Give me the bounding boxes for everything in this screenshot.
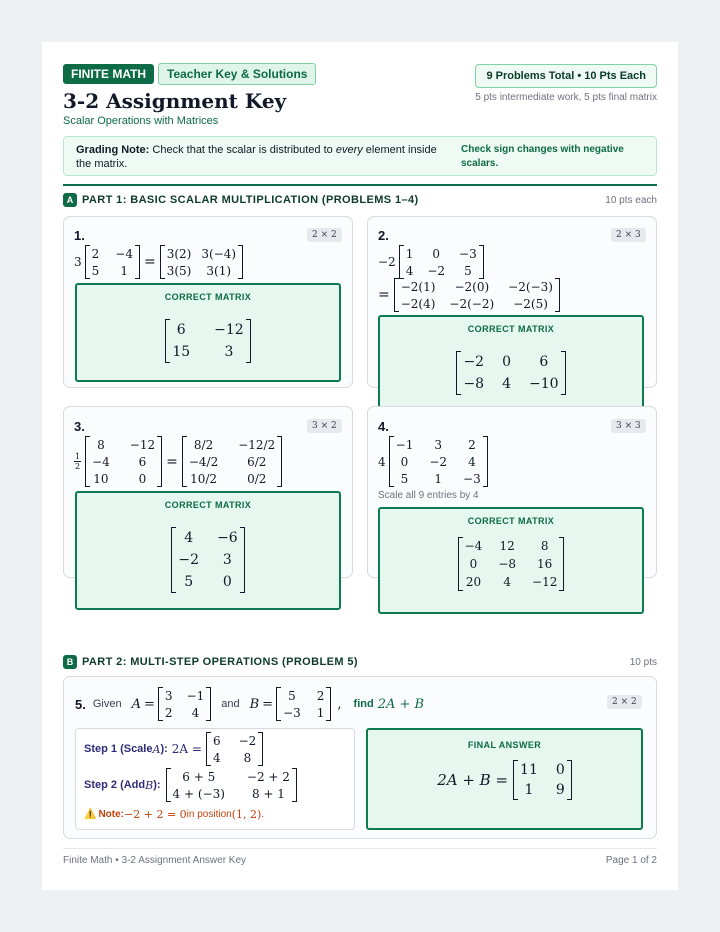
matrix-entry: 6/2 xyxy=(247,454,267,469)
find-expression: 2A + B xyxy=(377,696,425,712)
answer-key-page xyxy=(42,42,678,890)
scalar-fraction xyxy=(74,452,81,471)
problem-4-hint: Scale all 9 entries by 4 xyxy=(378,490,479,501)
footer-divider xyxy=(63,848,657,849)
step-2-close: ): xyxy=(153,779,161,791)
given-matrix xyxy=(399,245,484,279)
answer-matrix xyxy=(458,537,565,591)
page-subtitle: Scalar Operations with Matrices xyxy=(63,115,219,127)
matrix-entry: 2 xyxy=(316,688,325,703)
step-1-matrix xyxy=(206,732,263,766)
matrix-entry: 2 xyxy=(91,246,100,261)
comma: , xyxy=(337,696,342,712)
matrix-entry: 3 xyxy=(434,437,443,452)
correct-matrix-box xyxy=(75,283,341,382)
matrix-entry: 1 xyxy=(434,471,443,486)
footer-page-number: Page 1 of 2 xyxy=(605,855,657,866)
step-1-var: A xyxy=(152,742,161,756)
footer-left: Finite Math • 3-2 Assignment Answer Key xyxy=(63,855,247,866)
part2-points: 10 pts xyxy=(629,657,657,668)
matrix-entry: 9 xyxy=(555,782,565,798)
problem-number: 2. xyxy=(378,228,389,243)
matrix-entry: 3 xyxy=(164,688,173,703)
matrix-entry: 4 xyxy=(502,376,511,392)
matrix-a xyxy=(158,687,211,721)
part1-heading: PART 1: BASIC SCALAR MULTIPLICATION (PROBLEMS 1–4) xyxy=(82,194,419,206)
problem-2-work: = −2(1) −2(0) −2(−3) −2(4) −2(−2) −2(5) xyxy=(378,278,560,312)
points-note: 5 pts intermediate work, 5 pts final matrix xyxy=(475,92,657,103)
final-answer-box xyxy=(366,728,643,830)
matrix-size-badge: 2 × 2 xyxy=(607,695,642,709)
work-matrix xyxy=(182,436,282,487)
problem-number: 3. xyxy=(74,419,85,434)
matrix-entry: 5 xyxy=(400,471,409,486)
matrix-entry: 0 xyxy=(400,454,409,469)
grading-note-body-end: element inside the matrix. xyxy=(76,144,437,170)
matrix-entry: −2(−2) xyxy=(449,296,495,311)
matrix-entry: 1 xyxy=(524,782,534,798)
matrix-entry: −2 xyxy=(238,733,257,748)
final-lhs: 2A + B = xyxy=(437,771,509,789)
part2-heading: PART 2: MULTI-STEP OPERATIONS (PROBLEM 5) xyxy=(82,656,358,668)
matrix-entry: −2 xyxy=(463,354,485,370)
matrix-entry: 0 xyxy=(222,574,232,590)
matrix-entry: 1 xyxy=(120,263,128,278)
scalar: −2 xyxy=(378,255,396,269)
matrix-entry: 6 xyxy=(539,354,549,370)
problem-2-expression xyxy=(378,245,484,279)
step-1-label: Step 1 (Scale xyxy=(84,743,153,755)
note-end: . xyxy=(261,809,265,820)
matrix-entry: 3 xyxy=(224,344,234,360)
matrix-entry: 12 xyxy=(499,539,515,553)
problem-summary-badge: 9 Problems Total • 10 Pts Each xyxy=(475,64,657,88)
and-label: and xyxy=(221,698,240,710)
matrix-entry: 1 xyxy=(405,246,414,261)
subject-tag: FINITE MATH xyxy=(63,64,154,84)
step-2-label: Step 2 (Add xyxy=(84,779,146,791)
matrix-entry: 4 xyxy=(503,575,511,589)
note-position: (1, 2) xyxy=(231,808,262,821)
matrix-entry: −2(4) xyxy=(400,296,436,311)
fraction-denominator: 2 xyxy=(75,462,81,471)
correct-matrix-box xyxy=(75,491,341,610)
find-label: find xyxy=(353,698,374,710)
matrix-entry: 3(2) xyxy=(166,246,192,261)
matrix-entry: 15 xyxy=(172,344,191,360)
grading-side-note: Check sign changes with negative scalars. xyxy=(461,144,624,169)
matrix-entry: −1 xyxy=(186,688,205,703)
matrix-entry: 6 xyxy=(176,322,186,338)
matrix-entry: 3(−4) xyxy=(201,246,237,261)
page-title: 3-2 Assignment Key xyxy=(63,89,287,113)
matrix-entry: 3(5) xyxy=(166,263,192,278)
final-matrix xyxy=(513,760,572,800)
matrix-entry: 16 xyxy=(537,557,553,571)
note-line xyxy=(84,808,264,821)
given-matrix xyxy=(85,436,162,487)
right-bracket xyxy=(258,732,263,766)
matrix-entry: −12 xyxy=(129,437,156,452)
matrix-entry: 8 xyxy=(540,539,549,553)
matrix-entry: 4 + (−3) xyxy=(172,786,225,801)
section-divider xyxy=(63,184,657,186)
matrix-entry: 8 + 1 xyxy=(251,786,285,801)
matrix-size-badge: 3 × 3 xyxy=(611,419,646,433)
matrix-entry: 0 xyxy=(432,246,441,261)
matrix-entry: −2 xyxy=(178,552,199,568)
right-bracket xyxy=(326,687,331,721)
matrix-entry: 10/2 xyxy=(190,471,218,486)
right-bracket xyxy=(555,278,560,312)
matrix-entry: 2 xyxy=(164,705,173,720)
matrix-size-badge: 2 × 2 xyxy=(307,228,342,242)
problem-3-expression: $\frac{1}{2}$ 8 −12 −4 6 10 0 = 8/2 −12/2 −4/2 6/2 10/2 0/2 xyxy=(74,436,282,487)
problem-4-expression xyxy=(378,436,488,487)
right-bracket xyxy=(483,436,488,487)
problem-number: 1. xyxy=(74,228,85,243)
matrix-entry: −1 xyxy=(395,437,414,452)
matrix-entry: 10 xyxy=(93,471,109,486)
matrix-entry: 8/2 xyxy=(193,437,214,452)
step-2-matrix xyxy=(166,768,297,802)
note-expression: −2 + 2 = 0 xyxy=(124,808,187,821)
matrix-entry: 11 xyxy=(520,762,538,778)
right-bracket xyxy=(206,687,211,721)
matrix-entry: −8 xyxy=(498,557,517,571)
matrix-entry: 0 xyxy=(138,471,147,486)
problem-1-expression: 3 2 −4 5 1 = 3(2) 3(−4) 3(5) 3(1) xyxy=(74,245,243,279)
correct-matrix-label: CORRECT MATRIX xyxy=(467,324,555,334)
matrix-entry: 6 + 5 xyxy=(182,769,216,784)
matrix-entry: −4 xyxy=(115,246,133,261)
right-bracket xyxy=(561,351,566,395)
part1-header xyxy=(63,193,419,207)
note-middle: in position xyxy=(186,809,232,820)
matrix-entry: 5 xyxy=(91,263,100,278)
part2-header xyxy=(63,655,358,669)
matrix-entry: 1 xyxy=(316,705,325,720)
correct-matrix-box xyxy=(378,507,644,614)
right-bracket xyxy=(479,245,484,279)
right-bracket xyxy=(292,768,297,802)
answer-matrix xyxy=(456,351,565,395)
scalar: 3 xyxy=(74,255,82,269)
matrix-entry: −2 xyxy=(429,454,448,469)
step-2-var: B xyxy=(145,778,154,792)
matrix-entry: 5 xyxy=(184,574,194,590)
matrix-entry: −10 xyxy=(529,376,559,392)
grading-note-text xyxy=(76,143,452,171)
matrix-entry: 3 xyxy=(222,552,232,568)
fraction-numerator: 1 xyxy=(75,452,81,461)
matrix-entry: −2(5) xyxy=(513,296,548,311)
matrix-entry: −6 xyxy=(217,530,238,546)
matrix-entry: 8 xyxy=(97,437,105,452)
matrix-entry: 4 xyxy=(468,454,476,469)
matrix-entry: −3 xyxy=(459,246,477,261)
matrix-entry: 4 xyxy=(212,750,221,765)
matrix-entry: 5 xyxy=(464,263,472,278)
step-1-close: ): xyxy=(160,743,168,755)
step-1-lhs: 2A = xyxy=(171,742,202,756)
part1-badge: A xyxy=(63,193,77,207)
matrix-entry: 6 xyxy=(212,733,221,748)
grading-note-label: Grading Note: xyxy=(76,144,150,156)
matrix-entry: −12/2 xyxy=(238,437,276,452)
matrix-entry: 4 xyxy=(184,530,194,546)
matrix-entry: −2(1) xyxy=(400,279,436,294)
warning-icon: ⚠️ xyxy=(84,809,97,820)
matrix-entry: 3(1) xyxy=(206,263,232,278)
part1-points: 10 pts each xyxy=(605,195,657,206)
matrix-entry: −2(0) xyxy=(454,279,490,294)
part2-badge: B xyxy=(63,655,77,669)
matrix-entry: 6 xyxy=(138,454,147,469)
matrix-entry: 4 xyxy=(405,263,414,278)
matrix-entry: −2 + 2 xyxy=(246,769,290,784)
matrix-entry: −12 xyxy=(532,575,558,589)
problem-number: 5. xyxy=(75,696,86,712)
matrix-entry: −2 xyxy=(427,263,446,278)
correct-matrix-label: CORRECT MATRIX xyxy=(164,500,252,510)
matrix-entry: −3 xyxy=(463,471,481,486)
matrix-entry: 0/2 xyxy=(247,471,267,486)
matrix-entry: −8 xyxy=(463,376,485,392)
matrix-size-badge: 2 × 3 xyxy=(611,228,646,242)
work-matrix xyxy=(160,245,243,279)
matrix-entry: 0 xyxy=(502,354,511,370)
problem-number: 4. xyxy=(378,419,389,434)
work-matrix xyxy=(394,278,560,312)
problem-5-statement: 5. Given A = 3 −1 2 4 and B = 5 2 −3 1 , find 2A + B xyxy=(75,688,425,720)
step-1 xyxy=(84,732,263,766)
right-bracket xyxy=(246,319,251,363)
grading-note-body-start: Check that the scalar is distributed to xyxy=(152,144,336,156)
grading-note-emphasis: every xyxy=(335,144,363,156)
matrix-entry: −4 xyxy=(464,539,483,553)
matrix-entry: 2 xyxy=(468,437,476,452)
matrix-entry: 0 xyxy=(469,557,478,571)
correct-matrix-label: CORRECT MATRIX xyxy=(164,292,252,302)
matrix-entry: −4/2 xyxy=(188,454,219,469)
matrix-entry: 0 xyxy=(555,762,565,778)
given-matrix xyxy=(85,245,140,279)
key-tag: Teacher Key & Solutions xyxy=(158,63,316,85)
matrix-b-name: B xyxy=(249,696,260,712)
given-matrix xyxy=(389,436,488,487)
matrix-entry: −12 xyxy=(214,322,244,338)
given-label: Given xyxy=(92,698,122,710)
right-bracket xyxy=(135,245,140,279)
right-bracket xyxy=(567,760,572,800)
step-2 xyxy=(84,768,297,802)
matrix-entry: −4 xyxy=(92,454,110,469)
scalar: 4 xyxy=(378,454,386,469)
right-bracket xyxy=(240,527,245,593)
right-bracket xyxy=(238,245,243,279)
matrix-a-name: A xyxy=(131,696,141,712)
matrix-entry: 4 xyxy=(191,705,200,720)
answer-matrix xyxy=(165,319,250,363)
answer-matrix xyxy=(171,527,244,593)
right-bracket xyxy=(157,436,162,487)
correct-matrix-label: CORRECT MATRIX xyxy=(467,516,555,526)
matrix-size-badge: 3 × 2 xyxy=(307,419,342,433)
note-prefix: Note: xyxy=(98,809,125,820)
matrix-b xyxy=(276,687,331,721)
correct-matrix-box xyxy=(378,315,644,413)
right-bracket xyxy=(559,537,564,591)
matrix-entry: 5 xyxy=(288,688,296,703)
matrix-entry: 8 xyxy=(243,750,252,765)
final-answer-label: FINAL ANSWER xyxy=(467,740,542,750)
matrix-entry: 20 xyxy=(465,575,482,589)
matrix-entry: −3 xyxy=(283,705,301,720)
matrix-entry: −2(−3) xyxy=(508,279,553,294)
right-bracket xyxy=(277,436,282,487)
grading-note xyxy=(63,136,657,176)
